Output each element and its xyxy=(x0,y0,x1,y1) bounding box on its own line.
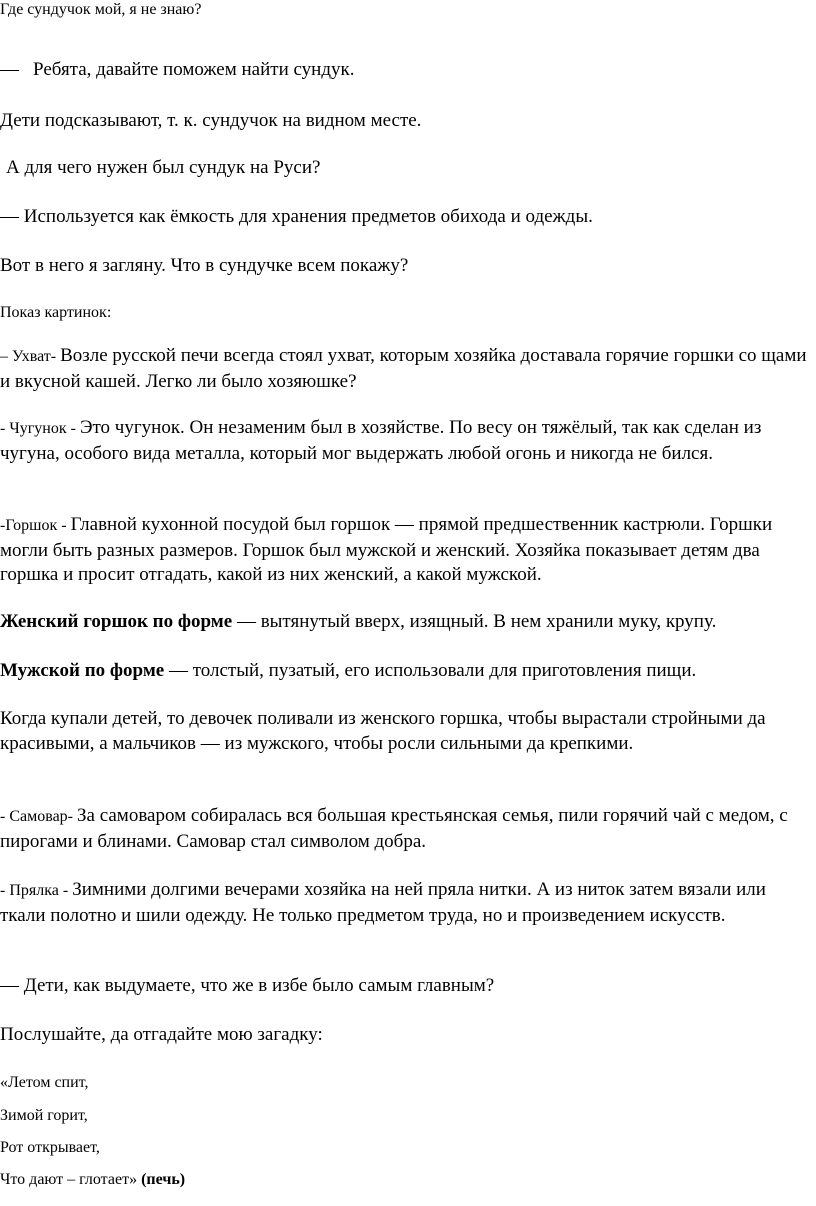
paragraph-gorshok xyxy=(0,513,812,588)
item-text: Это чугунок. Он незаменим был в хозяйстве. По весу он тяжёлый, так как сделан из чугуна, особого вида металла, который мог выдержать любой огонь и никогда не бился. xyxy=(0,417,762,464)
text: Ребята, давайте поможем найти сундук. xyxy=(33,59,355,80)
text-line: Послушайте, да отгадайте мою загадку: xyxy=(0,1024,323,1045)
paragraph-female xyxy=(0,610,812,635)
text-line: Дети подсказывают, т. к. сундучок на видном месте. xyxy=(0,110,422,131)
item-text: За самоваром собиралась вся большая крестьянская семья, пили горячий чай с медом, с пирогами и блинами. Самовар стал символом добра. xyxy=(0,805,788,852)
riddle-line: Зимой горит, xyxy=(0,1107,88,1124)
item-label: -Горшок - xyxy=(0,517,71,534)
paragraph-uhvat xyxy=(0,344,812,394)
riddle-text: Что дают – глотает» xyxy=(0,1171,138,1188)
text-line: Показ картинок: xyxy=(0,304,112,321)
riddle-answer: (печь) xyxy=(141,1171,186,1188)
riddle-line: Рот открывает, xyxy=(0,1139,100,1156)
text: Используется как ёмкость для хранения предметов обихода и одежды. xyxy=(23,206,593,227)
riddle-line: «Летом спит, xyxy=(0,1074,89,1091)
riddle-line xyxy=(0,1171,185,1189)
item-text: Возле русской печи всегда стоял ухват, которым хозяйка доставала горячие горшки со щами и вкусной кашей. Легко ли было хозяюшке? xyxy=(0,345,807,392)
bold-term: Женский горшок по форме xyxy=(0,611,233,632)
item-label: - Прялка - xyxy=(0,882,73,899)
item-label: – Ухват- xyxy=(0,348,61,365)
paragraph-bathing: Когда купали детей, то девочек поливали из женского горшка, чтобы вырастали стройными да красивыми, а мальчиков — из мужского, чтобы росли сильными да крепкими. xyxy=(0,708,766,754)
text-line xyxy=(0,59,355,81)
dash: — xyxy=(0,59,19,80)
item-text: — вытянутый вверх, изящный. В нем хранили муку, крупу. xyxy=(232,611,717,632)
paragraph-pryalka xyxy=(0,878,812,928)
item-text: Зимними долгими вечерами хозяйка на ней пряла нитки. А из ниток затем вязали или ткали полотно и шили одежду. Не только предметом труда, но и произведением искусств. xyxy=(0,879,766,926)
paragraph-male xyxy=(0,659,812,684)
item-text: — толстый, пузатый, его использовали для приготовления пищи. xyxy=(164,660,697,681)
text-line: А для чего нужен был сундук на Руси? xyxy=(6,157,321,178)
paragraph-samovar xyxy=(0,804,812,854)
item-label: - Самовар- xyxy=(0,808,77,825)
item-text: Главной кухонной посудой был горшок — прямой предшественник кастрюли. Горшки могли быть разных размеров. Горшок был мужской и женский. Хозяйка показывает детям два горшка и просит отгадать, какой из них женский, а какой мужской. xyxy=(0,514,773,585)
paragraph-chugunok xyxy=(0,416,812,466)
text-line: Вот в него я загляну. Что в сундучке всем покажу? xyxy=(0,255,409,276)
text-line xyxy=(0,206,593,228)
dash: — xyxy=(0,206,19,227)
text-line: — Дети, как выдумаете, что же в избе было самым главным? xyxy=(0,975,495,996)
text-line: Где сундучок мой, я не знаю? xyxy=(0,1,202,18)
item-label: - Чугунок - xyxy=(0,420,80,437)
bold-term: Мужской по форме xyxy=(0,660,165,681)
